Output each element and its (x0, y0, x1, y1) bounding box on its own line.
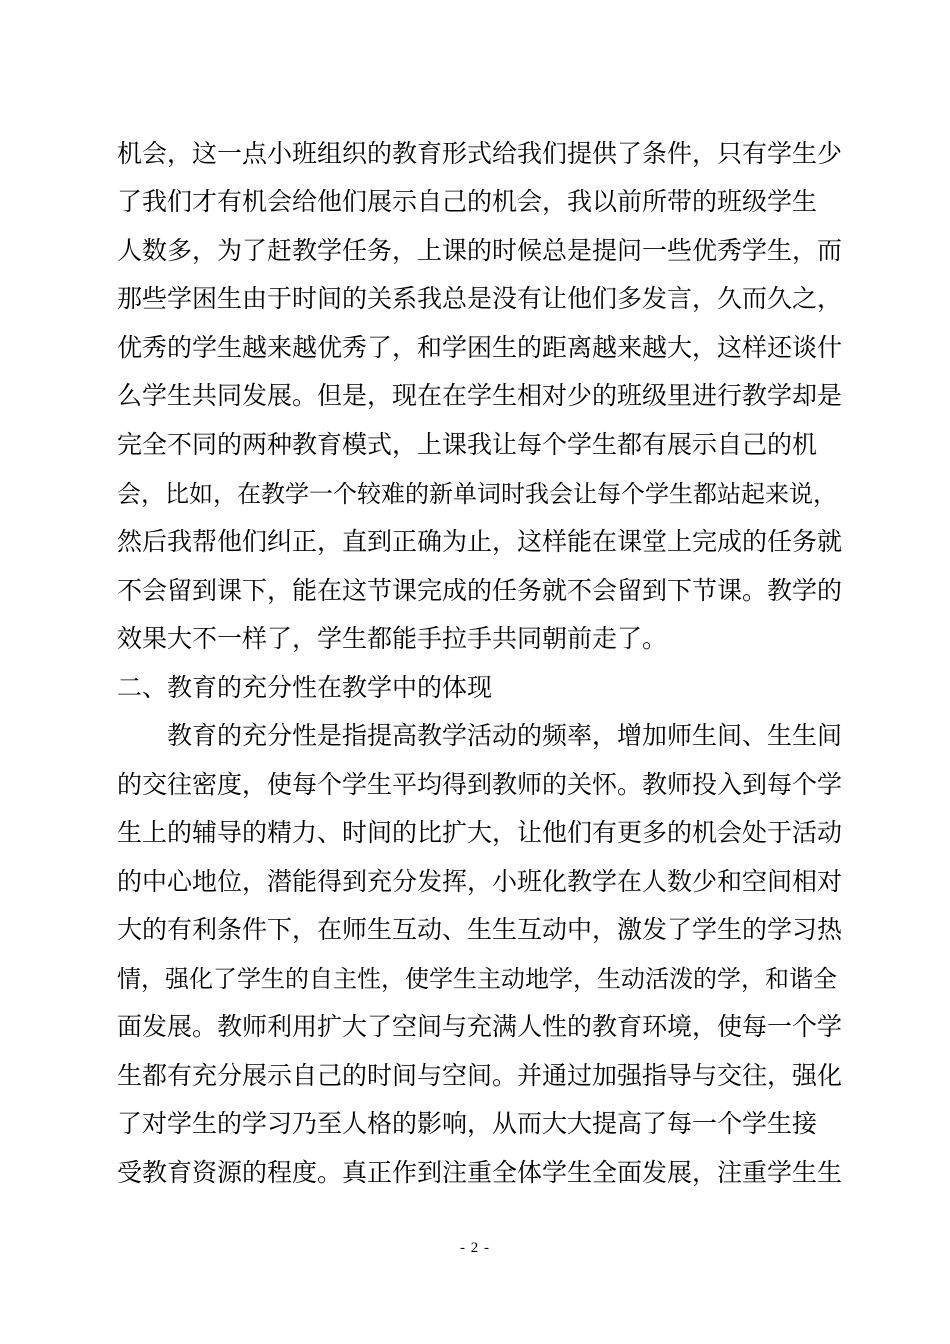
paragraph-line: 会，比如，在教学一个较难的新单词时我会让每个学生都站起来说， (117, 480, 837, 508)
page-number: - 2 - (460, 1240, 490, 1256)
paragraph-line: 完全不同的两种教育模式，上课我让每个学生都有展示自己的机 (117, 430, 818, 459)
paragraph-line: 的交往密度，使每个学生平均得到教师的关怀。教师投入到每个学 (117, 770, 843, 799)
paragraph-line: 效果大不一样了，学生都能手拉手共同朝前走了。 (117, 624, 668, 653)
paragraph-line: 不会留到课下，能在这节课完成的任务就不会留到下节课。教学的 (117, 576, 843, 605)
paragraph-line: 教育的充分性是指提高教学活动的频率，增加师生间、生生间 (167, 721, 843, 750)
paragraph-line: 优秀的学生越来越优秀了，和学困生的距离越来越大，这样还谈什 (117, 333, 843, 362)
paragraph-line: 生都有充分展示自己的时间与空间。并通过加强指导与交往，强化 (117, 1061, 843, 1090)
paragraph-line: 么学生共同发展。但是，现在在学生相对少的班级里进行教学却是 (117, 381, 843, 410)
paragraph-line: 生上的辅导的精力、时间的比扩大，让他们有更多的机会处于活动 (117, 818, 843, 847)
paragraph-line: 情，强化了学生的自主性，使学生主动地学，生动活泼的学，和谐全 (117, 965, 837, 993)
paragraph-line: 机会，这一点小班组织的教育形式给我们提供了条件，只有学生少 (117, 139, 843, 168)
paragraph-line: 人数多，为了赶教学任务，上课的时候总是提问一些优秀学生，而 (117, 236, 843, 265)
paragraph-line: 了我们才有机会给他们展示自己的机会，我以前所带的班级学生 (117, 187, 818, 216)
paragraph-line: 面发展。教师利用扩大了空间与充满人性的教育环境，使每一个学 (117, 1012, 843, 1041)
paragraph-line: 的中心地位，潜能得到充分发挥，小班化教学在人数少和空间相对 (117, 867, 843, 896)
paragraph-line: 大的有利条件下，在师生互动、生生互动中，激发了学生的学习热 (117, 915, 843, 944)
section-heading: 二、教育的充分性在教学中的体现 (117, 673, 493, 702)
paragraph-line: 然后我帮他们纠正，直到正确为止，这样能在课堂上完成的任务就 (117, 527, 843, 556)
paragraph-line: 那些学困生由于时间的关系我总是没有让他们多发言，久而久之， (117, 284, 843, 313)
paragraph-line: 了对学生的学习乃至人格的影响，从而大大提高了每一个学生接 (117, 1109, 818, 1138)
paragraph-line: 受教育资源的程度。真正作到注重全体学生全面发展，注重学生生 (117, 1158, 843, 1187)
